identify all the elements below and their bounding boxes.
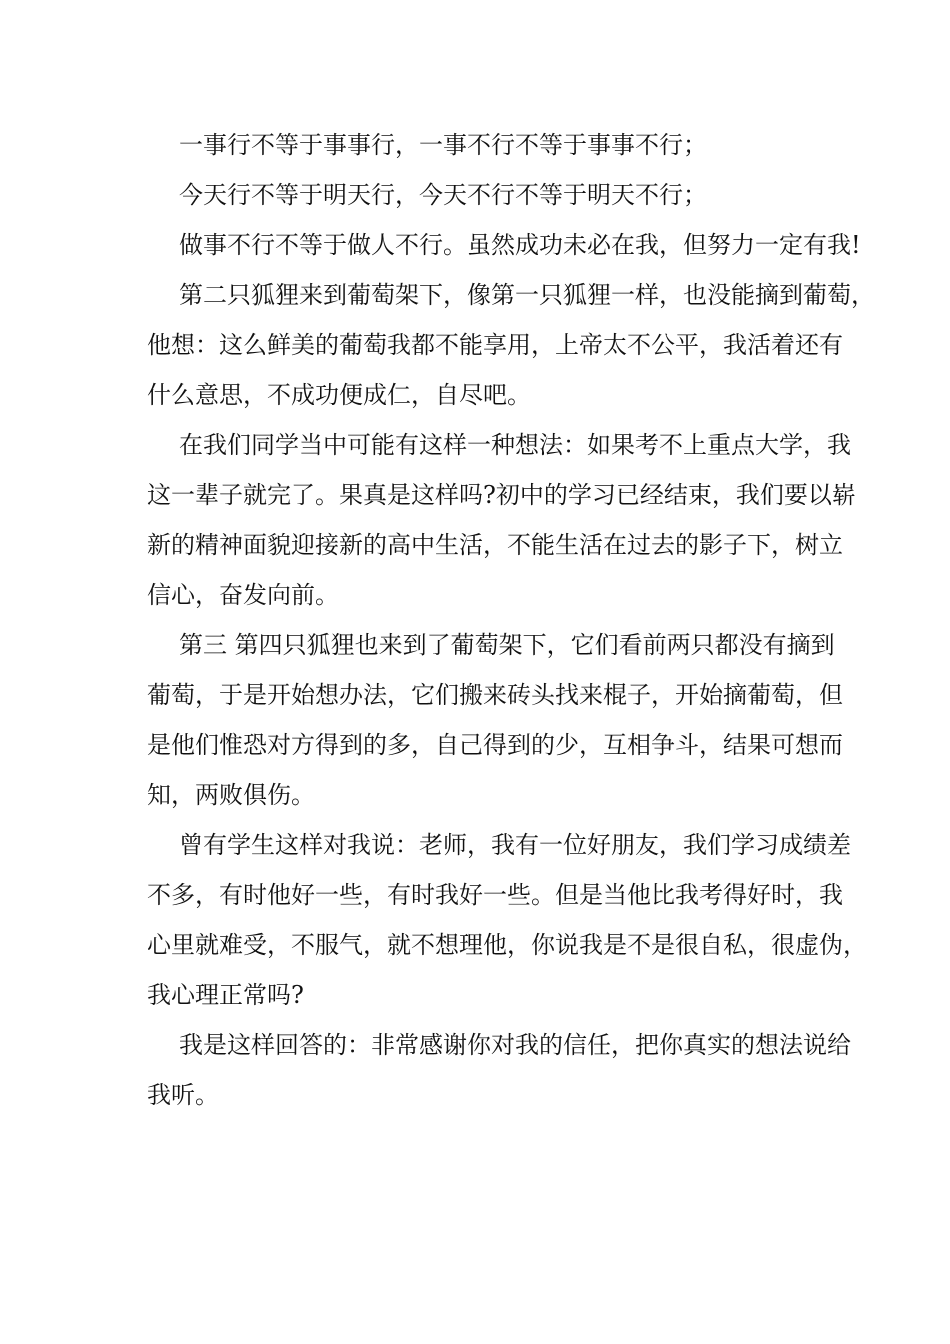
text-line: 信心，奋发向前。 bbox=[147, 581, 339, 609]
text-line: 我听。 bbox=[147, 1081, 219, 1109]
text-line: 做事不行不等于做人不行。虽然成功未必在我，但努力一定有我! bbox=[179, 231, 861, 259]
text-line: 葡萄，于是开始想办法，它们搬来砖头找来棍子，开始摘葡萄，但 bbox=[147, 681, 843, 709]
text-line: 我心理正常吗? bbox=[147, 981, 304, 1009]
text-line: 什么意思，不成功便成仁，自尽吧。 bbox=[147, 381, 531, 409]
text-line: 这一辈子就完了。果真是这样吗?初中的学习已经结束，我们要以崭 bbox=[147, 481, 856, 509]
text-line: 第三 第四只狐狸也来到了葡萄架下，它们看前两只都没有摘到 bbox=[179, 631, 835, 659]
paragraph-7 bbox=[147, 820, 867, 1020]
text-line: 我是这样回答的：非常感谢你对我的信任，把你真实的想法说给 bbox=[179, 1031, 851, 1059]
document-body bbox=[147, 120, 875, 1120]
paragraph-5 bbox=[147, 420, 856, 620]
paragraph-3 bbox=[147, 220, 861, 270]
paragraph-4 bbox=[147, 270, 875, 420]
text-line: 在我们同学当中可能有这样一种想法：如果考不上重点大学，我 bbox=[179, 431, 851, 459]
paragraph-2 bbox=[147, 170, 817, 220]
text-line: 知，两败俱伤。 bbox=[147, 781, 315, 809]
text-line: 一事行不等于事事行，一事不行不等于事事不行； bbox=[179, 131, 707, 159]
paragraph-6 bbox=[147, 620, 843, 820]
text-line: 不多，有时他好一些，有时我好一些。但是当他比我考得好时，我 bbox=[147, 881, 843, 909]
text-line: 是他们惟恐对方得到的多，自己得到的少，互相争斗，结果可想而 bbox=[147, 731, 843, 759]
paragraph-8 bbox=[147, 1020, 851, 1120]
text-line: 新的精神面貌迎接新的高中生活，不能生活在过去的影子下，树立 bbox=[147, 531, 843, 559]
paragraph-1 bbox=[147, 120, 817, 170]
text-line: 曾有学生这样对我说：老师，我有一位好朋友，我们学习成绩差 bbox=[179, 831, 851, 859]
text-line: 心里就难受，不服气，就不想理他，你说我是不是很自私，很虚伪， bbox=[147, 931, 867, 959]
text-line: 他想：这么鲜美的葡萄我都不能享用，上帝太不公平，我活着还有 bbox=[147, 331, 843, 359]
text-line: 第二只狐狸来到葡萄架下，像第一只狐狸一样，也没能摘到葡萄， bbox=[179, 281, 875, 309]
text-line: 今天行不等于明天行，今天不行不等于明天不行； bbox=[179, 181, 707, 209]
